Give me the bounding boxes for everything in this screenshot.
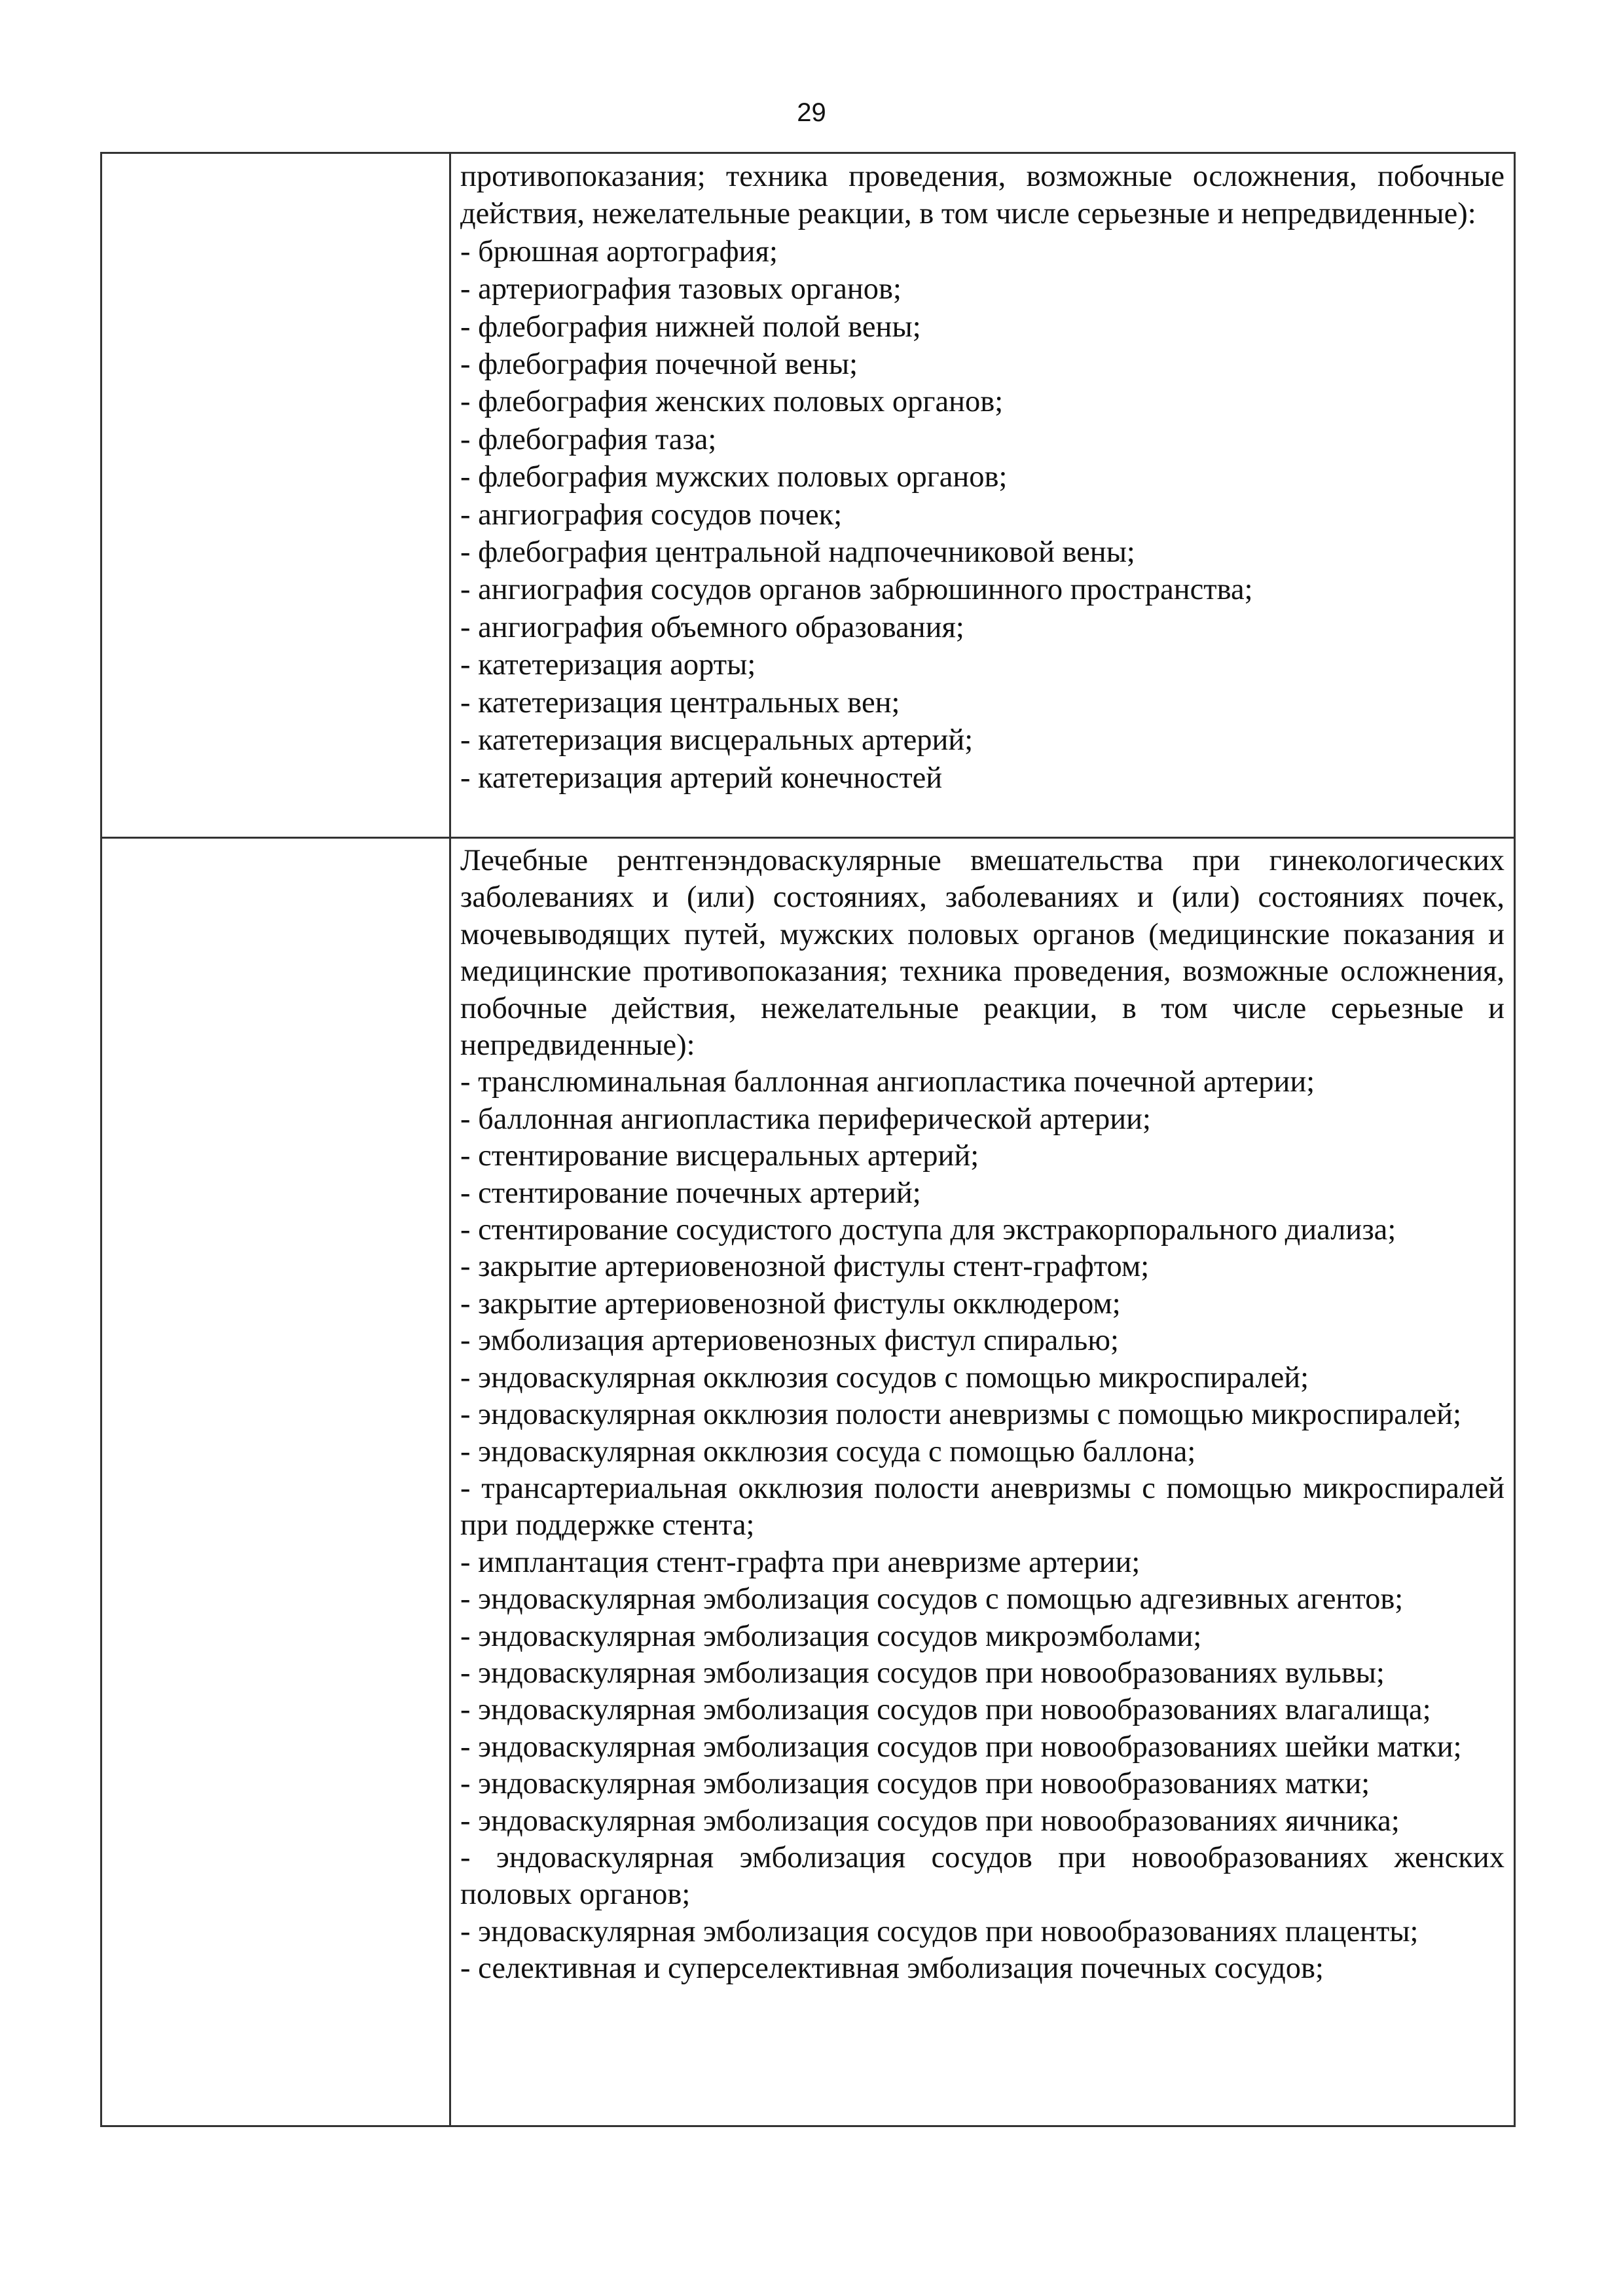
list-item: - флебография нижней полой вены; bbox=[460, 310, 921, 344]
list-item: - селективная и суперселективная эмболизация почечных сосудов; bbox=[460, 1952, 1324, 1986]
procedures-cell-diagnostic bbox=[450, 153, 1515, 838]
list-item: - имплантация стент-графта при аневризме артерии; bbox=[460, 1545, 1140, 1579]
list-item: - эндоваскулярная эмболизация сосудов с помощью адгезивных агентов; bbox=[460, 1582, 1404, 1616]
list-item: - баллонная ангиопластика периферической артерии; bbox=[460, 1102, 1151, 1136]
list-item: - эндоваскулярная эмболизация сосудов при новообразованиях шейки матки; bbox=[460, 1730, 1462, 1764]
list-item: - флебография центральной надпочечниковой вены; bbox=[460, 536, 1135, 570]
list-item: - эндоваскулярная эмболизация сосудов при новообразованиях влагалища; bbox=[460, 1693, 1431, 1727]
left-cell-empty bbox=[101, 838, 450, 2126]
list-item: - стентирование почечных артерий; bbox=[460, 1176, 921, 1210]
list-item: - брюшная аортография; bbox=[460, 234, 778, 268]
list-item: - катетеризация артерий конечностей bbox=[460, 761, 943, 795]
diagnostic-intro: противопоказания; техника проведения, возможные осложнения, побочные действия, нежелательные реакции, в том числе серьезные и непредвиденные): bbox=[460, 160, 1504, 231]
list-item: - эмболизация артериовенозных фистул спиралью; bbox=[460, 1324, 1119, 1358]
therapeutic-intro: Лечебные рентгенэндоваскулярные вмешательства при гинекологических заболеваниях и (или) состояниях, заболеваниях и (или) состояниях почек, мочевыводящих путей, мужских половых органов (медицинские показания и медицинские противопоказания; техника проведения, возможные осложнения, побочные действия, нежелательные реакции, в том числе серьезные и непредвиденные): bbox=[460, 844, 1504, 1063]
page-number: 29 bbox=[797, 98, 826, 127]
list-item: - эндоваскулярная окклюзия сосудов с помощью микроспиралей; bbox=[460, 1360, 1309, 1394]
list-item: - эндоваскулярная эмболизация сосудов микроэмболами; bbox=[460, 1619, 1202, 1653]
list-item: - катетеризация аорты; bbox=[460, 648, 756, 682]
list-item: - ангиография сосудов почек; bbox=[460, 498, 843, 532]
procedures-cell-therapeutic bbox=[450, 838, 1515, 2126]
list-item: - эндоваскулярная эмболизация сосудов при новообразованиях вульвы; bbox=[460, 1656, 1385, 1690]
list-item: - закрытие артериовенозной фистулы стент-графтом; bbox=[460, 1250, 1150, 1284]
list-item: - флебография женских половых органов; bbox=[460, 385, 1004, 419]
diagnostic-text-block bbox=[460, 158, 1504, 797]
list-item: - эндоваскулярная эмболизация сосудов при новообразованиях яичника; bbox=[460, 1804, 1400, 1838]
table-row bbox=[101, 838, 1515, 2126]
list-item: - транслюминальная баллонная ангиопластика почечной артерии; bbox=[460, 1065, 1315, 1099]
table-row bbox=[101, 153, 1515, 838]
list-item: - эндоваскулярная эмболизация сосудов при новообразованиях матки; bbox=[460, 1767, 1370, 1801]
list-item: - эндоваскулярная окклюзия сосуда с помощью баллона; bbox=[460, 1434, 1196, 1468]
list-item: - стентирование сосудистого доступа для экстракорпорального диализа; bbox=[460, 1213, 1396, 1247]
list-item: - закрытие артериовенозной фистулы окклюдером; bbox=[460, 1286, 1121, 1321]
list-item: - трансартериальная окклюзия полости аневризмы с помощью микроспиралей при поддержке стента; bbox=[460, 1471, 1504, 1542]
content-table bbox=[100, 152, 1516, 2127]
list-item: - стентирование висцеральных артерий; bbox=[460, 1139, 979, 1173]
list-item: - флебография почечной вены; bbox=[460, 348, 858, 382]
list-item: - эндоваскулярная эмболизация сосудов при новообразованиях плаценты; bbox=[460, 1914, 1419, 1948]
list-item: - флебография мужских половых органов; bbox=[460, 460, 1008, 494]
left-cell-empty bbox=[101, 153, 450, 838]
list-item: - ангиография объемного образования; bbox=[460, 610, 964, 644]
therapeutic-text-block bbox=[460, 843, 1504, 1988]
list-item: - эндоваскулярная эмболизация сосудов при новообразованиях женских половых органов; bbox=[460, 1840, 1504, 1912]
list-item: - флебография таза; bbox=[460, 422, 717, 456]
list-item: - артериография тазовых органов; bbox=[460, 272, 902, 306]
list-item: - катетеризация центральных вен; bbox=[460, 685, 900, 720]
list-item: - ангиография сосудов органов забрюшинного пространства; bbox=[460, 573, 1253, 607]
list-item: - эндоваскулярная окклюзия полости аневризмы с помощью микроспиралей; bbox=[460, 1398, 1461, 1432]
list-item: - катетеризация висцеральных артерий; bbox=[460, 723, 974, 757]
